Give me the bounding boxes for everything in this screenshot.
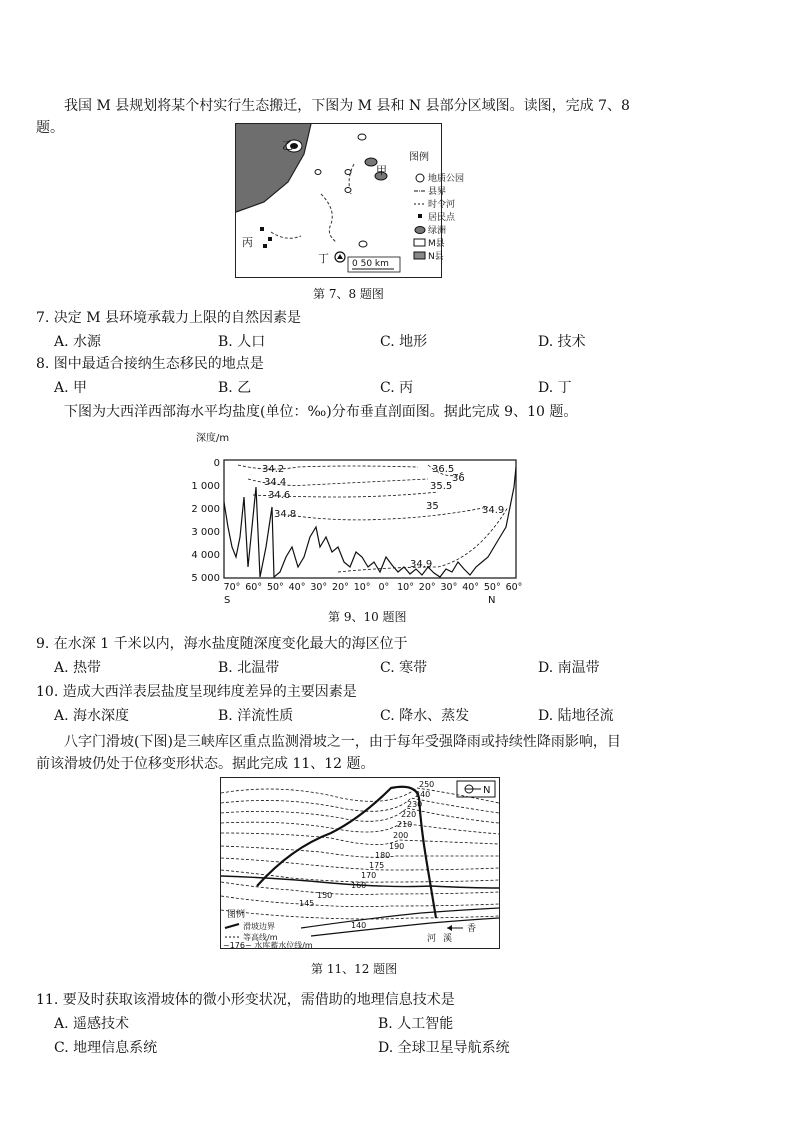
salinity-figure	[188, 427, 538, 612]
salinity-section	[188, 427, 538, 612]
x-tick-label: 30°	[310, 582, 328, 593]
x-tick-labels	[224, 582, 523, 593]
legend-boundary-label: 滑坡边界	[243, 922, 275, 931]
legend-settlement-label: 居民点	[428, 213, 456, 223]
contour-label: 180	[375, 851, 391, 860]
contour-label: 230	[407, 800, 423, 809]
x-tick-label: 40°	[288, 582, 306, 593]
y-tick: 1 000	[191, 481, 220, 492]
y-tick: 0	[213, 458, 220, 469]
x-tick-label: 70°	[223, 582, 241, 593]
legend-oasis-icon	[415, 227, 425, 234]
isohaline-label: 34.6	[268, 490, 291, 501]
legend-geopark-icon	[416, 174, 424, 182]
figure-1-caption: 第 7、8 题图	[313, 287, 384, 301]
river-label: 河	[427, 934, 437, 944]
landslide-map	[221, 778, 499, 948]
legend-m-county-label: M县	[428, 239, 445, 249]
x-tick-label: 0°	[378, 582, 390, 593]
question-7-option-a[interactable]: A. 水源	[54, 334, 102, 350]
north-label: N	[483, 785, 491, 796]
question-11-option-b[interactable]: B. 人工智能	[378, 1016, 454, 1032]
place-label-bing: 丙	[242, 236, 253, 249]
legend-n-county-label: N县	[428, 252, 444, 262]
isohaline-label: 36.5	[432, 464, 455, 475]
seasonal-river	[271, 232, 301, 238]
n-county-area	[236, 124, 311, 212]
oasis-marker	[359, 241, 367, 247]
contour-label: 145	[299, 899, 315, 908]
isohaline-label: 34.9	[482, 505, 505, 516]
y-tick: 4 000	[191, 550, 220, 561]
county-map-figure	[235, 123, 465, 278]
legend-title: 图例	[227, 910, 246, 920]
question-9-option-c[interactable]: C. 寒带	[380, 660, 428, 676]
question-10-option-b[interactable]: B. 洋流性质	[218, 708, 294, 724]
legend-reservoir-label: ~176~ 水库蓄水位线/m	[223, 941, 313, 950]
intro-paragraph-2: 下图为大西洋西部海水平均盐度(单位：‰)分布垂直剖面图。据此完成 9、10 题。	[64, 404, 578, 420]
intro-paragraph-3-cont: 前该滑坡仍处于位移变形状态。据此完成 11、12 题。	[36, 756, 375, 772]
x-tick-label: 30°	[440, 582, 458, 593]
x-tick-label: 50°	[483, 582, 501, 593]
place-label-jia: 甲	[376, 164, 387, 177]
question-11-stem: 11. 要及时获取该滑坡体的微小形变状况，需借助的地理信息技术是	[36, 992, 455, 1008]
x-tick-label: 60°	[245, 582, 263, 593]
contour-label: 160	[351, 881, 367, 890]
question-8-option-b[interactable]: B. 乙	[218, 380, 252, 396]
legend-m-county-icon	[414, 239, 425, 246]
question-7-stem: 7. 决定 M 县环境承载力上限的自然因素是	[36, 310, 302, 326]
contour-label: 170	[361, 871, 377, 880]
legend-contour-label: 等高线/m	[243, 933, 278, 942]
question-8-option-a[interactable]: A. 甲	[54, 380, 88, 396]
y-tick: 5 000	[191, 573, 220, 584]
river-label: 香	[467, 924, 477, 934]
x-tick-label: 40°	[462, 582, 480, 593]
isohaline-label: 34.2	[262, 464, 285, 475]
question-9-stem: 9. 在水深 1 千米以内，海水盐度随深度变化最大的海区位于	[36, 636, 408, 652]
question-9-option-d[interactable]: D. 南温带	[538, 660, 600, 676]
y-tick: 3 000	[191, 527, 220, 538]
question-9-option-b[interactable]: B. 北温带	[218, 660, 280, 676]
x-tick-label: 10°	[397, 582, 414, 593]
contour-label: 200	[393, 831, 409, 840]
place-label-ding: 丁	[318, 252, 329, 265]
question-7-option-d[interactable]: D. 技术	[538, 334, 586, 350]
oasis-marker	[345, 170, 351, 175]
contour-line	[221, 896, 499, 907]
figure-2-caption: 第 9、10 题图	[328, 610, 407, 624]
question-10-option-d[interactable]: D. 陆地径流	[538, 708, 614, 724]
contour-line	[221, 798, 499, 813]
question-11-option-a[interactable]: A. 遥感技术	[54, 1016, 130, 1032]
question-11-option-d[interactable]: D. 全球卫星导航系统	[378, 1040, 510, 1056]
legend-boundary-label: 县界	[428, 187, 447, 197]
contour-label: 175	[369, 861, 385, 870]
x-end-north: N	[488, 595, 496, 606]
contour-line	[221, 833, 499, 845]
seasonal-river	[321, 194, 336, 242]
question-10-option-c[interactable]: C. 降水、蒸发	[380, 708, 470, 724]
question-9-option-a[interactable]: A. 热带	[54, 660, 102, 676]
legend-n-county-icon	[414, 252, 425, 259]
question-7-option-b[interactable]: B. 人口	[218, 334, 266, 350]
flow-arrow-icon	[447, 925, 452, 931]
y-tick: 2 000	[191, 504, 220, 515]
county-map	[236, 124, 465, 277]
isohaline-label: 34.4	[264, 477, 287, 488]
isohaline-label: 35	[426, 501, 439, 512]
isohaline-label: 35.5	[430, 481, 453, 492]
x-tick-label: 10°	[353, 582, 371, 593]
contour-label: 190	[389, 842, 405, 851]
question-8-stem: 8. 图中最适合接纳生态移民的地点是	[36, 356, 264, 372]
landslide-map-figure	[220, 777, 500, 949]
contour-label: 150	[317, 891, 333, 900]
intro-paragraph-1: 我国 M 县规划将某个村实行生态搬迁，下图为 M 县和 N 县部分区域图。读图，完成 7、8	[64, 98, 630, 114]
intro-paragraph-3: 八字门滑坡(下图)是三峡库区重点监测滑坡之一，由于每年受强降雨或持续性降雨影响，目	[64, 734, 621, 750]
legend-settlement-icon	[418, 214, 422, 218]
isohaline-label: 36	[452, 473, 465, 484]
question-8-option-d[interactable]: D. 丁	[538, 380, 572, 396]
question-10-stem: 10. 造成大西洋表层盐度呈现纬度差异的主要因素是	[36, 684, 357, 700]
legend-oasis-label: 绿洲	[428, 226, 447, 236]
settlement-marker	[263, 244, 267, 248]
contour-line	[221, 858, 499, 870]
x-tick-label: 60°	[505, 582, 523, 593]
place-label-yi: 乙	[282, 139, 293, 152]
question-10-option-a[interactable]: A. 海水深度	[54, 708, 130, 724]
contour-line	[221, 910, 499, 919]
x-tick-label: 50°	[266, 582, 284, 593]
oasis-marker	[345, 188, 351, 193]
river-label: 溪	[443, 934, 453, 944]
contour-label: 250	[419, 780, 435, 789]
contour-label: 140	[351, 921, 367, 930]
legend-geopark-label: 地质公园	[428, 174, 465, 184]
question-11-option-c[interactable]: C. 地理信息系统	[54, 1040, 158, 1056]
settlement-marker	[268, 237, 272, 241]
x-tick-label: 20°	[332, 582, 349, 593]
question-8-option-c[interactable]: C. 丙	[380, 380, 414, 396]
contour-label: 240	[415, 790, 431, 799]
scale-bar-label: 0 50 km	[352, 259, 389, 269]
legend-title: 图例	[409, 152, 429, 163]
figure-3-caption: 第 11、12 题图	[311, 962, 398, 976]
isohaline-label: 34.9	[410, 559, 433, 570]
depth-axis-label: 深度/m	[196, 433, 230, 444]
legend-river-label: 时令河	[428, 200, 456, 210]
oasis-marker	[315, 170, 321, 175]
legend-boundary-line	[225, 924, 239, 928]
settlement-marker	[260, 227, 264, 231]
isohaline-label: 34.8	[274, 509, 297, 520]
intro-paragraph-1-cont: 题。	[36, 120, 64, 136]
contour-label: 210	[397, 820, 413, 829]
question-7-option-c[interactable]: C. 地形	[380, 334, 428, 350]
x-tick-label: 20°	[418, 582, 436, 593]
contour-lines	[221, 788, 499, 919]
contour-line	[221, 846, 499, 857]
x-end-south: S	[224, 595, 231, 606]
contour-line	[221, 822, 499, 834]
contour-label: 220	[401, 810, 417, 819]
oasis-marker	[358, 134, 366, 140]
